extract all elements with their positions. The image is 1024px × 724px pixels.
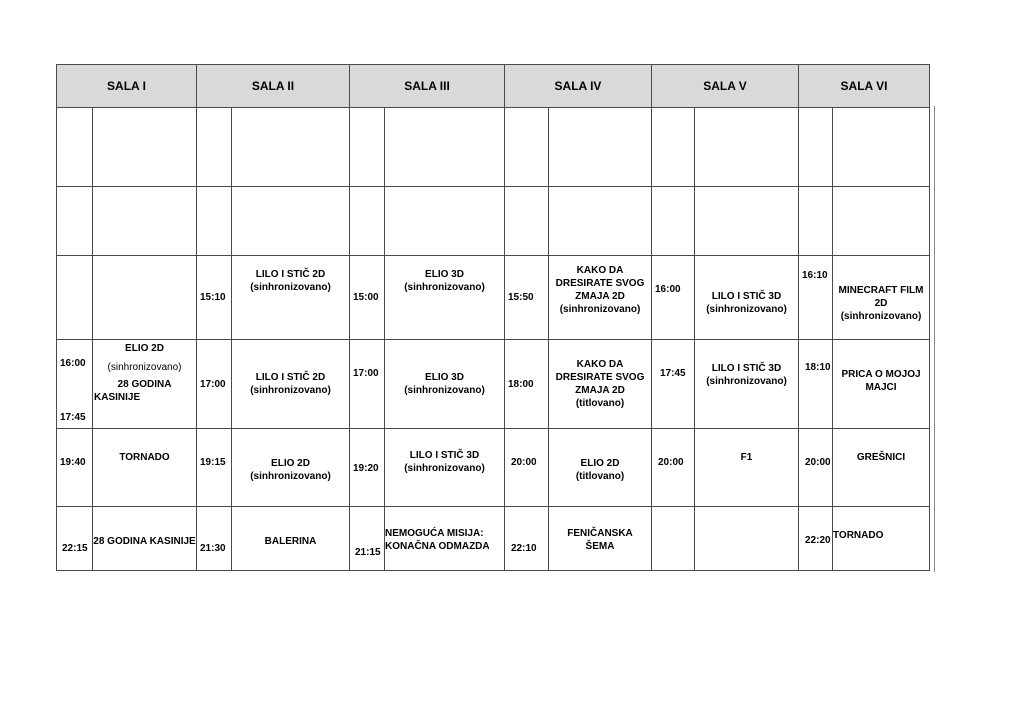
showtime: 21:30 [197, 507, 232, 571]
showtime: 20:00 [652, 429, 695, 507]
film-cell [385, 507, 505, 571]
table-row [57, 256, 930, 340]
showtime: 22:20 [799, 507, 833, 571]
schedule-table [56, 64, 930, 571]
film-cell [833, 507, 930, 571]
table-row [57, 187, 930, 256]
empty-cell [232, 187, 350, 256]
showtime: 19:15 [197, 429, 232, 507]
showtime: 17:45 [652, 340, 695, 429]
film-title-line: KONAČNA ODMAZDA [385, 541, 490, 552]
empty-cell [799, 187, 833, 256]
showtime-pair [57, 340, 93, 429]
header-row [57, 65, 930, 108]
film-cell [695, 429, 799, 507]
film-title-line: ŠEMA [585, 541, 615, 552]
film-title: F1 [740, 452, 753, 463]
film-title: BALERINA [264, 536, 317, 547]
film-cell [549, 429, 652, 507]
showtime: 15:00 [350, 256, 385, 340]
film-title: TORNADO [833, 530, 884, 541]
film-cell [232, 256, 350, 340]
film-title: ELIO 2D [271, 458, 310, 469]
film-title: LILO I STIČ 3D [711, 291, 782, 302]
film-subtitle: (titlovano) [575, 471, 625, 482]
film-cell [93, 507, 197, 571]
empty-cell [350, 108, 385, 187]
showtime: 17:00 [350, 340, 385, 429]
film-subtitle: (sinhronizovano) [706, 304, 787, 315]
showtime: 19:40 [57, 429, 93, 507]
empty-cell [505, 187, 549, 256]
empty-cell [833, 187, 930, 256]
film-subtitle: (sinhronizovano) [840, 311, 922, 322]
film-subtitle: (sinhronizovano) [250, 385, 331, 396]
header-sala-4: SALA IV [505, 65, 652, 108]
film-subtitle: (sinhronizovano) [706, 376, 787, 387]
empty-cell [93, 256, 197, 340]
film-title-line: ZMAJA 2D [575, 385, 625, 396]
film-title-line: MAJCI [865, 382, 897, 393]
empty-cell [197, 187, 232, 256]
film-cell [695, 256, 799, 340]
film-title: LILO I STIČ 2D [255, 372, 326, 383]
empty-cell [695, 507, 799, 571]
film-title-line: DRESIRATE SVOG [555, 372, 645, 383]
film-cell [232, 507, 350, 571]
empty-cell [652, 108, 695, 187]
film-cell [833, 256, 930, 340]
empty-cell [549, 108, 652, 187]
showtime: 20:00 [799, 429, 833, 507]
film-subtitle: (titlovano) [575, 398, 625, 409]
header-sala-2: SALA II [197, 65, 350, 108]
film-cell [232, 340, 350, 429]
empty-cell [833, 108, 930, 187]
film-cell [833, 429, 930, 507]
showtime: 16:00 [60, 358, 86, 369]
film-title: LILO I STIČ 3D [409, 450, 480, 461]
showtime: 15:50 [505, 256, 549, 340]
empty-cell [652, 187, 695, 256]
film-cell [549, 256, 652, 340]
empty-cell [197, 108, 232, 187]
film-title-line: 28 GODINA [117, 379, 172, 390]
showtime: 15:10 [197, 256, 232, 340]
showtime: 19:20 [350, 429, 385, 507]
film-cell [385, 429, 505, 507]
film-subtitle: (sinhronizovano) [404, 282, 485, 293]
empty-cell [93, 108, 197, 187]
film-title-line: DRESIRATE SVOG [555, 278, 645, 289]
film-title-line: FENIČANSKA [567, 528, 633, 539]
film-title-line: PRICA O MOJOJ [841, 369, 921, 380]
film-subtitle: (sinhronizovano) [559, 304, 641, 315]
empty-cell [232, 108, 350, 187]
table-row [57, 429, 930, 507]
film-cell [93, 340, 197, 429]
film-title: ELIO 3D [425, 269, 464, 280]
showtime: 16:00 [652, 256, 695, 340]
film-cell [549, 507, 652, 571]
showtime: 22:10 [505, 507, 549, 571]
film-cell [695, 340, 799, 429]
film-title: TORNADO [119, 452, 170, 463]
header-sala-6: SALA VI [799, 65, 930, 108]
film-subtitle: (sinhronizovano) [107, 362, 182, 373]
table-row [57, 340, 930, 429]
film-title: ELIO 2D [580, 458, 620, 469]
empty-cell [799, 108, 833, 187]
film-title: GREŠNICI [856, 452, 906, 463]
film-cell [232, 429, 350, 507]
film-title: LILO I STIČ 2D [255, 269, 326, 280]
header-sala-1: SALA I [57, 65, 197, 108]
film-title: 28 GODINA KASINIJE [93, 536, 196, 547]
empty-cell [57, 108, 93, 187]
film-cell [385, 256, 505, 340]
film-title-line: NEMOGUĆA MISIJA: [385, 528, 484, 539]
table-row [57, 108, 930, 187]
empty-cell [549, 187, 652, 256]
showtime: 20:00 [505, 429, 549, 507]
film-title-line: KAKO DA [576, 265, 624, 276]
header-sala-5: SALA V [652, 65, 799, 108]
header-sala-3: SALA III [350, 65, 505, 108]
film-title-line: 2D [874, 298, 888, 309]
showtime: 22:15 [57, 507, 93, 571]
film-cell [549, 340, 652, 429]
empty-cell [57, 187, 93, 256]
film-subtitle: (sinhronizovano) [404, 385, 485, 396]
empty-cell [695, 187, 799, 256]
showtime: 17:45 [60, 412, 86, 423]
film-subtitle: (sinhronizovano) [250, 471, 331, 482]
film-title-line: KASINIJE [94, 392, 141, 403]
showtime: 21:15 [350, 507, 385, 571]
showtime: 18:00 [505, 340, 549, 429]
film-cell [385, 340, 505, 429]
showtime: 17:00 [197, 340, 232, 429]
empty-cell [93, 187, 197, 256]
table-edge-line [934, 106, 935, 572]
film-cell [833, 340, 930, 429]
film-title-line: MINECRAFT FILM [838, 285, 924, 296]
empty-cell [385, 187, 505, 256]
film-title-line: ZMAJA 2D [575, 291, 625, 302]
table-row [57, 507, 930, 571]
empty-cell [57, 256, 93, 340]
film-title: ELIO 2D [125, 343, 164, 354]
empty-cell [695, 108, 799, 187]
film-subtitle: (sinhronizovano) [250, 282, 331, 293]
empty-cell [505, 108, 549, 187]
empty-cell [350, 187, 385, 256]
empty-cell [652, 507, 695, 571]
film-title: ELIO 3D [425, 372, 464, 383]
showtime: 16:10 [799, 256, 833, 340]
empty-cell [385, 108, 505, 187]
film-subtitle: (sinhronizovano) [404, 463, 485, 474]
film-cell [93, 429, 197, 507]
film-title-line: KAKO DA [576, 359, 624, 370]
film-title: LILO I STIČ 3D [711, 363, 782, 374]
showtime: 18:10 [799, 340, 833, 429]
